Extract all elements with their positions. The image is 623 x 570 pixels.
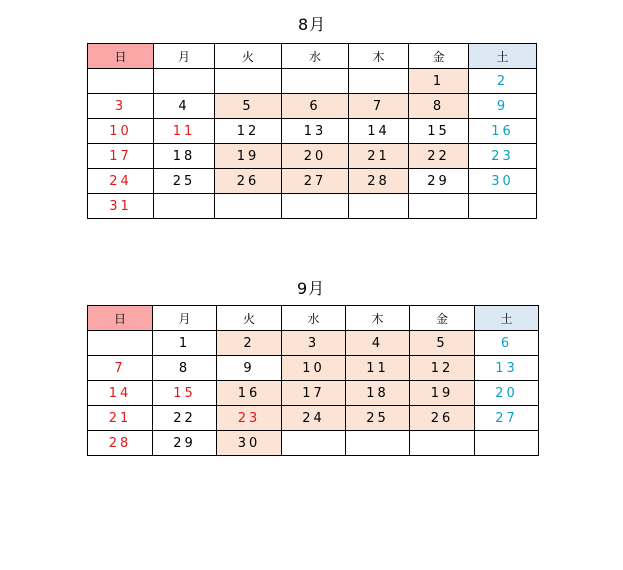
weekday-wednesday: 水 xyxy=(282,44,349,69)
calendar-week-row xyxy=(88,194,537,219)
calendar-september-body xyxy=(88,331,539,456)
calendar-day-cell: 3 xyxy=(282,331,346,356)
calendar-week-row xyxy=(88,406,539,431)
calendar-day-cell: 1 xyxy=(409,69,469,94)
calendar-day-cell: 16 xyxy=(469,119,537,144)
calendar-day-cell: 31 xyxy=(88,194,154,219)
calendar-day-cell: 10 xyxy=(88,119,154,144)
weekday-wednesday: 水 xyxy=(282,306,346,331)
weekday-friday: 金 xyxy=(410,306,475,331)
calendar-empty-cell xyxy=(469,194,537,219)
calendar-day-cell: 24 xyxy=(282,406,346,431)
weekday-friday: 金 xyxy=(409,44,469,69)
calendar-week-row xyxy=(88,119,537,144)
calendar-day-cell: 16 xyxy=(217,381,282,406)
calendar-day-cell: 9 xyxy=(469,94,537,119)
calendar-day-cell: 13 xyxy=(282,119,349,144)
calendar-empty-cell xyxy=(282,69,349,94)
calendar-day-cell: 23 xyxy=(217,406,282,431)
calendar-empty-cell xyxy=(346,431,410,456)
calendar-day-cell: 27 xyxy=(282,169,349,194)
calendar-day-cell: 22 xyxy=(153,406,217,431)
weekday-sunday: 日 xyxy=(88,306,153,331)
calendar-day-cell: 23 xyxy=(469,144,537,169)
calendar-empty-cell xyxy=(282,431,346,456)
calendar-day-cell: 5 xyxy=(215,94,282,119)
calendar-day-cell: 14 xyxy=(88,381,153,406)
calendar-week-row xyxy=(88,356,539,381)
calendar-day-cell: 22 xyxy=(409,144,469,169)
weekday-tuesday: 火 xyxy=(215,44,282,69)
calendar-day-cell: 13 xyxy=(475,356,539,381)
calendar-week-row xyxy=(88,381,539,406)
calendar-day-cell: 20 xyxy=(475,381,539,406)
calendar-day-cell: 28 xyxy=(349,169,409,194)
calendar-empty-cell xyxy=(215,69,282,94)
calendar-day-cell: 19 xyxy=(215,144,282,169)
calendar-day-cell: 17 xyxy=(282,381,346,406)
weekday-header-row xyxy=(88,44,537,69)
calendar-empty-cell xyxy=(410,431,475,456)
calendar-empty-cell xyxy=(409,194,469,219)
calendar-day-cell: 21 xyxy=(88,406,153,431)
calendar-day-cell: 12 xyxy=(215,119,282,144)
calendar-day-cell: 30 xyxy=(469,169,537,194)
calendar-day-cell: 6 xyxy=(475,331,539,356)
calendar-day-cell: 12 xyxy=(410,356,475,381)
calendar-august-body xyxy=(88,69,537,219)
calendar-day-cell: 15 xyxy=(409,119,469,144)
weekday-header-row xyxy=(88,306,539,331)
calendar-empty-cell xyxy=(154,69,215,94)
calendar-day-cell: 25 xyxy=(154,169,215,194)
calendar-day-cell: 28 xyxy=(88,431,153,456)
calendar-day-cell: 7 xyxy=(88,356,153,381)
calendar-day-cell: 9 xyxy=(217,356,282,381)
weekday-saturday: 土 xyxy=(475,306,539,331)
calendar-day-cell: 24 xyxy=(88,169,154,194)
calendar-day-cell: 29 xyxy=(409,169,469,194)
calendar-day-cell: 6 xyxy=(282,94,349,119)
calendar-day-cell: 1 xyxy=(153,331,217,356)
calendar-title-september: 9月 xyxy=(297,279,326,298)
calendar-day-cell: 30 xyxy=(217,431,282,456)
calendar-empty-cell xyxy=(88,69,154,94)
calendar-day-cell: 7 xyxy=(349,94,409,119)
calendar-day-cell: 8 xyxy=(153,356,217,381)
calendar-day-cell: 21 xyxy=(349,144,409,169)
calendar-day-cell: 19 xyxy=(410,381,475,406)
calendar-day-cell: 18 xyxy=(346,381,410,406)
calendar-week-row xyxy=(88,169,537,194)
calendar-empty-cell xyxy=(475,431,539,456)
calendar-day-cell: 14 xyxy=(349,119,409,144)
calendar-day-cell: 25 xyxy=(346,406,410,431)
weekday-tuesday: 火 xyxy=(217,306,282,331)
calendar-day-cell: 27 xyxy=(475,406,539,431)
calendar-empty-cell xyxy=(154,194,215,219)
calendar-week-row xyxy=(88,431,539,456)
calendar-empty-cell xyxy=(349,194,409,219)
calendar-day-cell: 11 xyxy=(154,119,215,144)
calendar-day-cell: 2 xyxy=(217,331,282,356)
weekday-monday: 月 xyxy=(153,306,217,331)
calendar-empty-cell xyxy=(88,331,153,356)
calendar-day-cell: 8 xyxy=(409,94,469,119)
calendar-day-cell: 3 xyxy=(88,94,154,119)
calendar-title-august: 8月 xyxy=(298,15,327,34)
calendar-empty-cell xyxy=(282,194,349,219)
calendar-day-cell: 15 xyxy=(153,381,217,406)
calendar-august xyxy=(87,43,537,219)
calendar-week-row xyxy=(88,331,539,356)
calendar-day-cell: 10 xyxy=(282,356,346,381)
weekday-saturday: 土 xyxy=(469,44,537,69)
calendar-september xyxy=(87,305,539,456)
calendar-day-cell: 11 xyxy=(346,356,410,381)
calendar-day-cell: 4 xyxy=(154,94,215,119)
weekday-thursday: 木 xyxy=(349,44,409,69)
calendar-day-cell: 20 xyxy=(282,144,349,169)
calendar-empty-cell xyxy=(215,194,282,219)
calendar-day-cell: 2 xyxy=(469,69,537,94)
weekday-sunday: 日 xyxy=(88,44,154,69)
calendar-day-cell: 26 xyxy=(410,406,475,431)
calendar-week-row xyxy=(88,94,537,119)
calendar-week-row xyxy=(88,144,537,169)
calendar-day-cell: 18 xyxy=(154,144,215,169)
calendar-day-cell: 17 xyxy=(88,144,154,169)
calendar-day-cell: 5 xyxy=(410,331,475,356)
calendar-day-cell: 29 xyxy=(153,431,217,456)
calendar-day-cell: 26 xyxy=(215,169,282,194)
weekday-thursday: 木 xyxy=(346,306,410,331)
calendar-day-cell: 4 xyxy=(346,331,410,356)
calendar-empty-cell xyxy=(349,69,409,94)
weekday-monday: 月 xyxy=(154,44,215,69)
calendar-week-row xyxy=(88,69,537,94)
